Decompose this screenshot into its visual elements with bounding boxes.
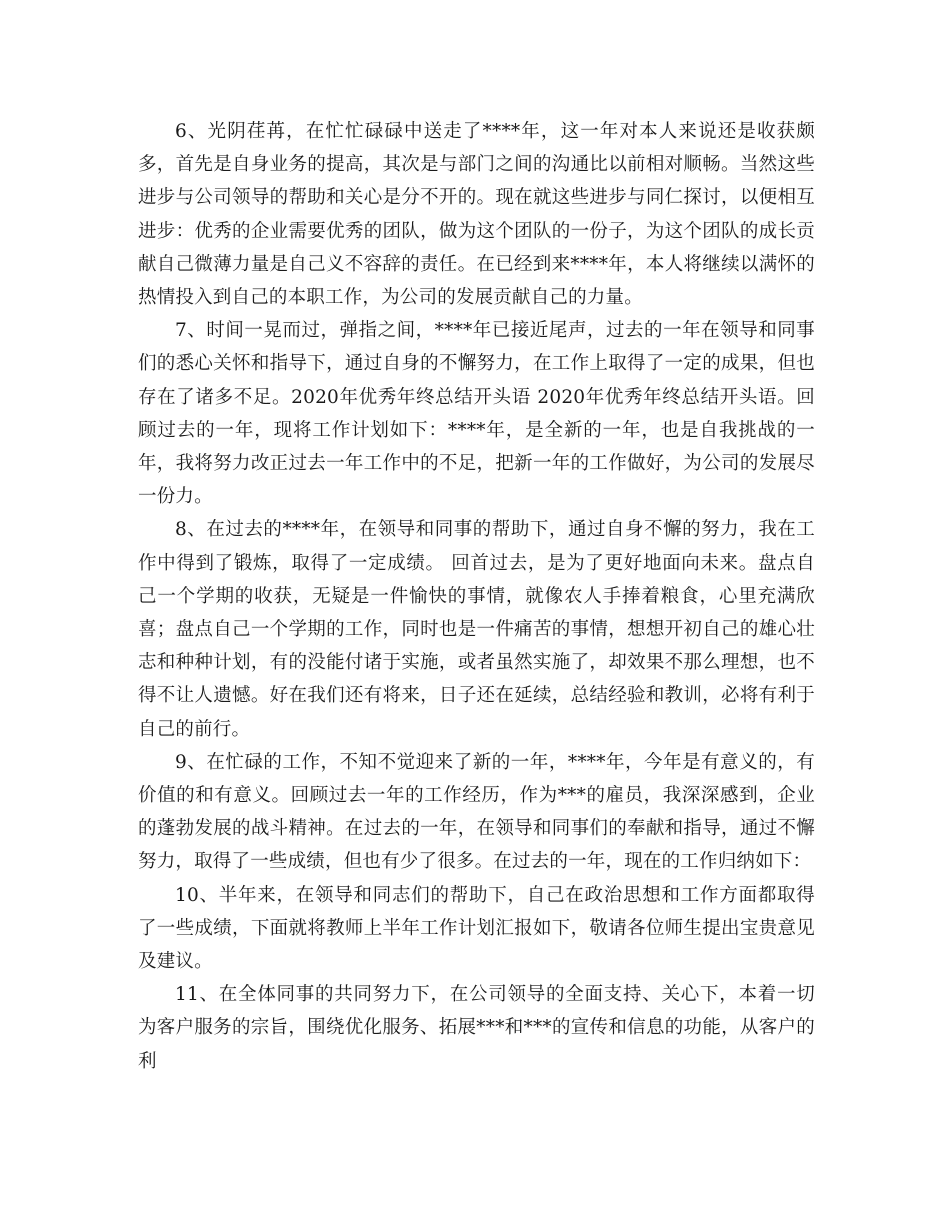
paragraph-11: 11、在全体同事的共同努力下，在公司领导的全面支持、关心下，本着一切为客户服务的宗旨，围绕优化服务、拓展***和***的宣传和信息的功能，从客户的利 [138, 984, 815, 1072]
paragraph-10: 10、半年来，在领导和同志们的帮助下，自己在政治思想和工作方面都取得了一些成绩，下面就将教师上半年工作计划汇报如下，敬请各位师生提出宝贵意见及建议。 [138, 884, 815, 973]
paragraph-6: 6、光阴荏苒，在忙忙碌碌中送走了****年，这一年对本人来说还是收获颇多，首先是自身业务的提高，其次是与部门之间的沟通比以前相对顺畅。当然这些进步与公司领导的帮助和关心是分不开的。现在就这些进步与同仁探讨，以便相互进步：优秀的企业需要优秀的团队，做为这个团队的一份子，为这个团队的成长贡献自己微薄力量是自己义不容辞的责任。在已经到来****年，本人将继续以满怀的热情投入到自己的本职工作，为公司的发展贡献自己的力量。 [138, 121, 815, 309]
document-body [138, 115, 815, 1078]
paragraph-8: 8、在过去的****年，在领导和同事的帮助下，通过自身不懈的努力，我在工作中得到了锻炼，取得了一定成绩。 回首过去，是为了更好地面向未来。盘点自己一个学期的收获，无疑是一件愉快的事情，就像农人手捧着粮食，心里充满欣喜；盘点自己一个学期的工作，同时也是一件痛苦的事情，想想开初自己的雄心壮志和种种计划，有的没能付诸于实施，或者虽然实施了，却效果不那么理想，也不得不让人遗憾。好在我们还有将来，日子还在延续，总结经验和教训，必将有利于自己的前行。 [138, 519, 815, 740]
paragraph-9: 9、在忙碌的工作，不知不觉迎来了新的一年，****年，今年是有意义的，有价值的和有意义。回顾过去一年的工作经历，作为***的雇员，我深深感到，企业的蓬勃发展的战斗精神。在过去的一年，在领导和同事们的奉献和指导，通过不懈努力，取得了一些成绩，但也有少了很多。在过去的一年，现在的工作归纳如下： [138, 751, 815, 873]
paragraph-7: 7、时间一晃而过，弹指之间，****年已接近尾声，过去的一年在领导和同事们的悉心关怀和指导下，通过自身的不懈努力，在工作上取得了一定的成果，但也存在了诸多不足。2020年优秀年终总结开头语 2020年优秀年终总结开头语。回顾过去的一年，现将工作计划如下：****年，是全新的一年，也是自我挑战的一年，我将努力改正过去一年工作中的不足，把新一年的工作做好，为公司的发展尽一份力。 [138, 320, 815, 508]
